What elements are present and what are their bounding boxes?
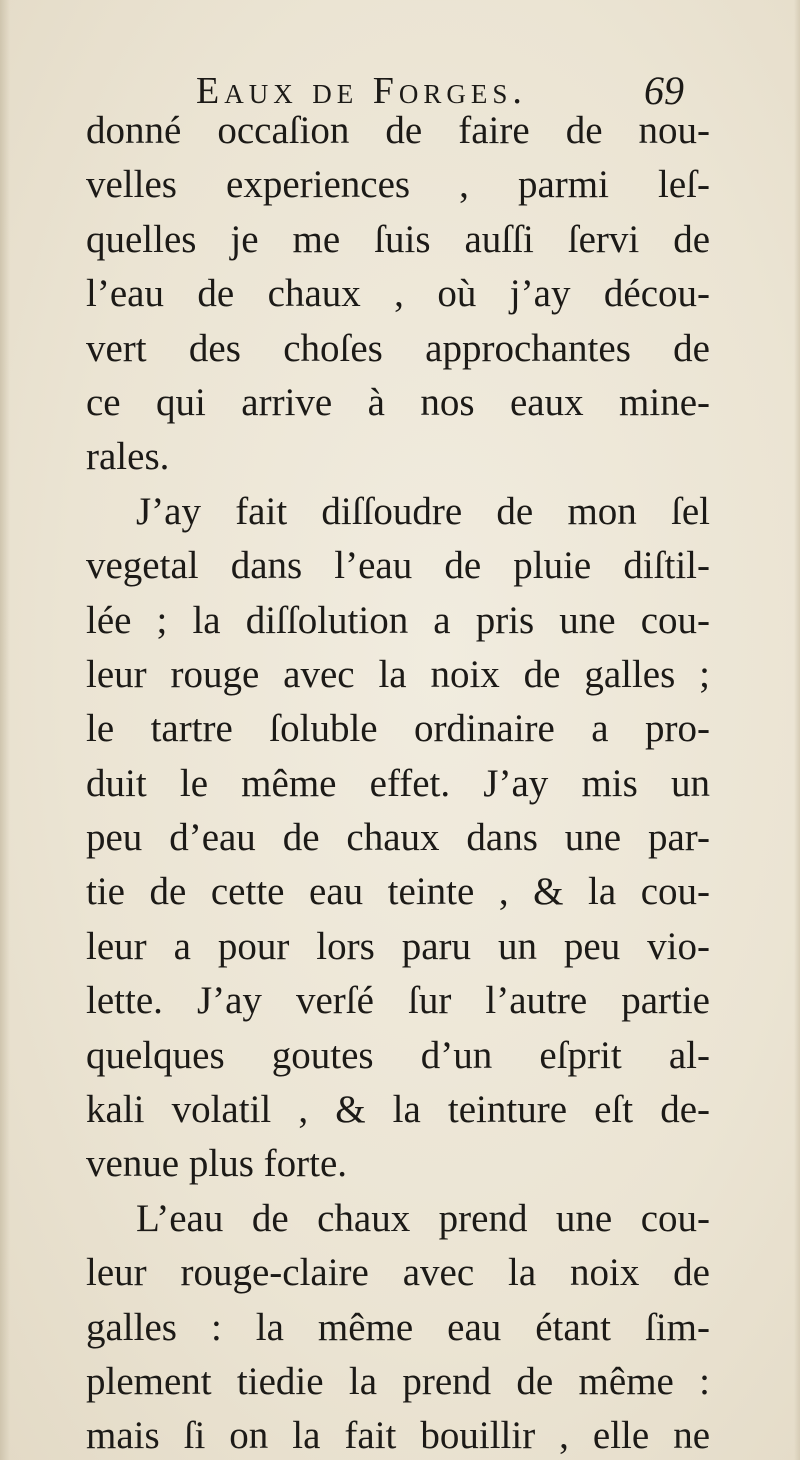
text-line: leur rouge-claire avec la noix de xyxy=(86,1251,710,1295)
running-title: Eaux de Forges. xyxy=(196,70,527,112)
text-line: quelques goutes d’un eſprit al- xyxy=(86,1033,710,1077)
text-line: tie de cette eau teinte , & la cou- xyxy=(86,870,710,914)
paragraph-start-line: L’eau de chaux prend une cou- xyxy=(136,1196,710,1240)
paragraph-start-line: J’ay fait diſſoudre de mon ſel xyxy=(136,489,710,533)
page-number: 69 xyxy=(644,68,684,113)
text-line: kali volatil , & la teinture eſt de- xyxy=(86,1088,710,1132)
text-line: quelles je me ſuis auſſi ſervi de xyxy=(86,217,710,261)
text-line: galles : la même eau étant ſim- xyxy=(86,1305,710,1349)
text-line: ce qui arrive à nos eaux mine- xyxy=(86,380,710,424)
text-line: leur a pour lors paru un peu vio- xyxy=(86,924,710,968)
text-line: plement tiedie la prend de même : xyxy=(86,1359,710,1403)
text-line: venue plus forte. xyxy=(86,1142,348,1186)
text-line: vegetal dans l’eau de pluie diſtil- xyxy=(86,544,710,588)
page-edge-shadow-left xyxy=(0,0,10,1460)
text-line: vert des choſes approchantes de xyxy=(86,326,710,370)
page-edge-shadow-right xyxy=(794,0,800,1460)
text-line: l’eau de chaux , où j’ay décou- xyxy=(86,272,710,316)
text-line: lette. J’ay verſé ſur l’autre partie xyxy=(86,979,710,1023)
text-line: donné occaſion de faire de nou- xyxy=(86,109,710,152)
text-line: leur rouge avec la noix de galles ; xyxy=(86,652,710,696)
text-line: rales. xyxy=(86,435,170,479)
text-line: peu d’eau de chaux dans une par- xyxy=(86,816,710,860)
text-line: lée ; la diſſolution a pris une cou- xyxy=(86,598,710,642)
text-line: duit le même effet. J’ay mis un xyxy=(86,761,710,805)
body-text xyxy=(86,104,710,1460)
text-line: mais ſi on la fait bouillir , elle ne xyxy=(86,1414,710,1458)
text-line: le tartre ſoluble ordinaire a pro- xyxy=(86,707,710,751)
text-line: velles experiences , parmi leſ- xyxy=(86,163,710,207)
